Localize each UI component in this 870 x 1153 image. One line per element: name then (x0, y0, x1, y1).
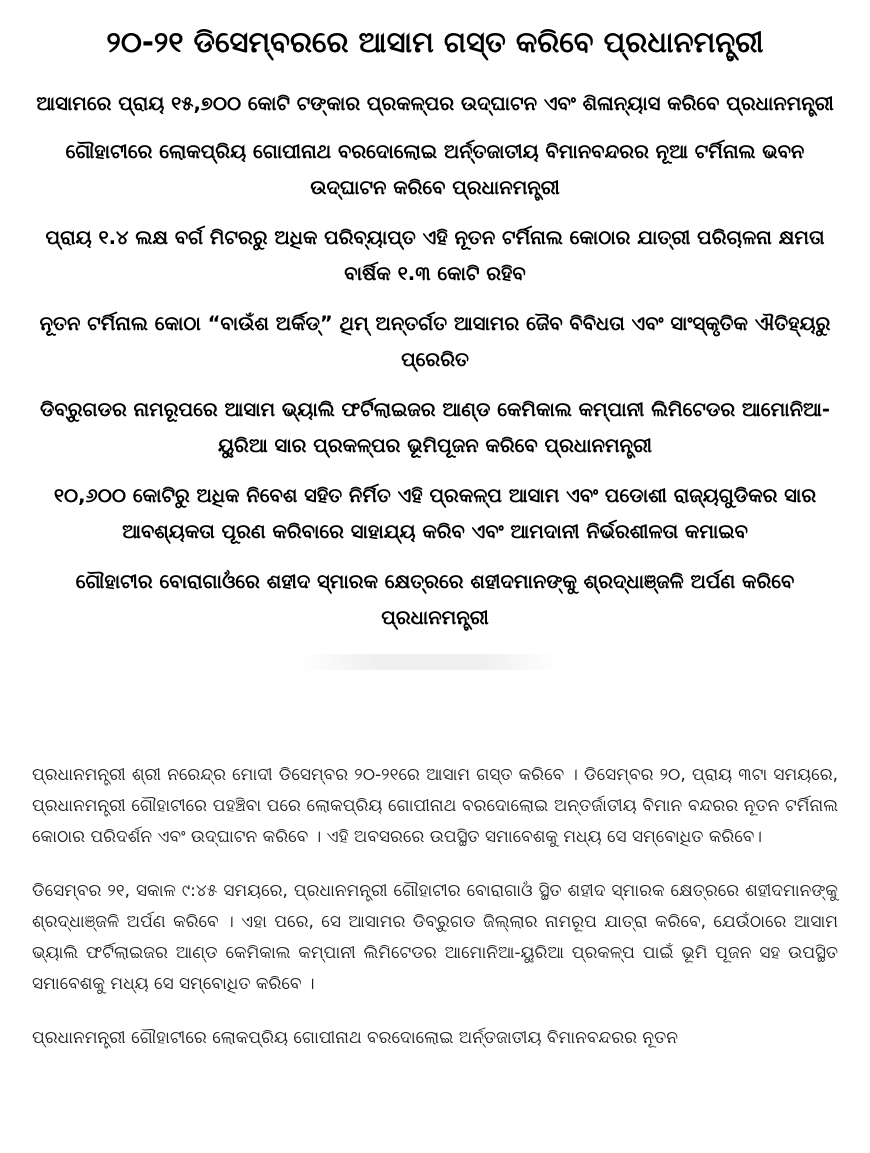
highlight-item: ପ୍ରାୟ ୧.୪ ଲକ୍ଷ ବର୍ଗ ମିଟରରୁ ଅଧିକ ପରିବ୍ୟାପ୍ତ ଏହି ନୂତନ ଟର୍ମିନାଲ କୋଠାର ଯାତ୍ରୀ ପରିଚାଳନା କ୍ଷମତା ବାର୍ଷିକ ୧.୩ କୋଟି ରହିବ (45, 226, 825, 285)
body-paragraph: ପ୍ରଧାନମନ୍ତ୍ରୀ ଶ୍ରୀ ନରେନ୍ଦ୍ର ମୋଦୀ ଡିସେମ୍ବର ୨୦-୨୧ରେ ଆସାମ ଗସ୍ତ କରିବେ । ଡିସେମ୍ବର ୨୦, ପ୍ରାୟ ୩ଟା ସମୟରେ, ପ୍ରଧାନମନ୍ତ୍ରୀ ଗୌହାଟୀରେ ପହଞ୍ଚିବା ପରେ ଲୋକପ୍ରିୟ ଗୋପୀନାଥ ବରଦୋଲୋଇ ଅନ୍ତର୍ଜାତୀୟ ବିମାନ ବନ୍ଦରର ନୂତନ ଟର୍ମିନାଲ କୋଠାର ପରିଦର୍ଶନ ଏବଂ ଉଦ୍‌ଘାଟନ କରିବେ । ଏହି ଅବସରରେ ଉପସ୍ଥିତ ସମାବେଶକୁ ମଧ୍ୟ ସେ ସମ୍ବୋଧିତ କରିବେ। (32, 765, 838, 847)
highlights-list (30, 86, 840, 650)
article-body (32, 760, 838, 1054)
highlight-item: ୧୦,୬୦୦ କୋଟିରୁ ଅଧିକ ନିବେଶ ସହିତ ନିର୍ମିତ ଏହି ପ୍ରକଳ୍ପ ଆସାମ ଏବଂ ପଡୋଶୀ ରାଜ୍ୟଗୁଡିକର ସାର ଆବଶ୍ୟକତା ପୂରଣ କରିବାରେ ସାହାଯ୍ୟ କରିବ ଏବଂ ଆମଦାନୀ ନିର୍ଭରଶୀଳତା କମାଇବ (53, 484, 817, 543)
highlight-item: ନୂତନ ଟର୍ମିନାଲ କୋଠା “ବାଉଁଶ ଅର୍କିଡ୍” ଥିମ୍ ଅନ୍ତର୍ଗତ ଆସାମର ଜୈବ ବିବିଧତା ଏବଂ ସାଂସ୍କୃତିକ ଐତିହ୍ୟରୁ ପ୍ରେରିତ (39, 312, 831, 371)
highlight-item: ଗୌହାଟୀର ବୋରାଗାଓଁରେ ଶହୀଦ ସ୍ମାରକ କ୍ଷେତ୍ରରେ ଶହୀଦମାନଙ୍କୁ ଶ୍ରଦ୍ଧାଞ୍ଜଳି ଅର୍ପଣ କରିବେ ପ୍ରଧାନମନ୍ତ୍ରୀ (75, 570, 795, 629)
highlight-item: ଆସାମରେ ପ୍ରାୟ ୧୫,୭୦୦ କୋଟି ଟଙ୍କାର ପ୍ରକଳ୍ପର ଉଦ୍‌ଘାଟନ ଏବଂ ଶିଳାନ୍ୟାସ କରିବେ ପ୍ରଧାନମନ୍ତ୍ରୀ (36, 92, 834, 115)
body-paragraph: ଡିସେମ୍ବର ୨୧, ସକାଳ ୯:୪୫ ସମୟରେ, ପ୍ରଧାନମନ୍ତ୍ରୀ ଗୌହାଟୀର ବୋରାଗାଓଁ ସ୍ଥିତ ଶହୀଦ ସ୍ମାରକ କ୍ଷେତ୍ରରେ ଶହୀଦମାନଙ୍କୁ ଶ୍ରଦ୍ଧାଞ୍ଜଳି ଅର୍ପଣ କରିବେ । ଏହା ପରେ, ସେ ଆସାମର ଡିବ୍ରୁଗଡ ଜିଲ୍ଲାର ନାମରୂପ ଯାତ୍ରା କରିବେ, ଯେଉଁଠାରେ ଆସାମ ଭ୍ୟାଲି ଫର୍ଟିଲାଇଜର ଆଣ୍ଡ କେମିକାଲ କମ୍ପାନୀ ଲିମିଟେଡର ଆମୋନିଆ-ୟୁରିଆ ପ୍ରକଳ୍ପ ପାଇଁ ଭୂମି ପୂଜନ ସହ ଉପସ୍ଥିତ ସମାବେଶକୁ ମଧ୍ୟ ସେ ସମ୍ବୋଧିତ କରିବେ । (32, 881, 838, 994)
faded-watermark-strip (300, 654, 560, 670)
body-paragraph: ପ୍ରଧାନମନ୍ତ୍ରୀ ଗୌହାଟୀରେ ଲୋକପ୍ରିୟ ଗୋପୀନାଥ ବରଦୋଲୋଇ ଅର୍ନ୍ତଜାତୀୟ ବିମାନବନ୍ଦରର ନୂତନ (32, 1028, 678, 1048)
page-title: ୨୦-୨୧ ଡିସେମ୍ବରରେ ଆସାମ ଗସ୍ତ କରିବେ ପ୍ରଧାନମନ୍ତ୍ରୀ (106, 25, 764, 59)
highlight-item: ଡିବ୍ରୁଗଡର ନାମରୂପରେ ଆସାମ ଭ୍ୟାଲି ଫର୍ଟିଲାଇଜର ଆଣ୍ଡ କେମିକାଲ କମ୍ପାନୀ ଲିମିଟେଡର ଆମୋନିଆ-ୟୁରିଆ ସାର ପ୍ରକଳ୍ପର ଭୂମିପୂଜନ କରିବେ ପ୍ରଧାନମନ୍ତ୍ରୀ (39, 398, 831, 457)
highlight-item: ଗୌହାଟୀରେ ଲୋକପ୍ରିୟ ଗୋପୀନାଥ ବରଦୋଲୋଇ ଅର୍ନ୍ତଜାତୀୟ ବିମାନବନ୍ଦରର ନୂଆ ଟର୍ମିନାଲ ଭବନ ଉଦ୍‌ଘାଟନ କରିବେ ପ୍ରଧାନମନ୍ତ୍ରୀ (65, 140, 805, 199)
